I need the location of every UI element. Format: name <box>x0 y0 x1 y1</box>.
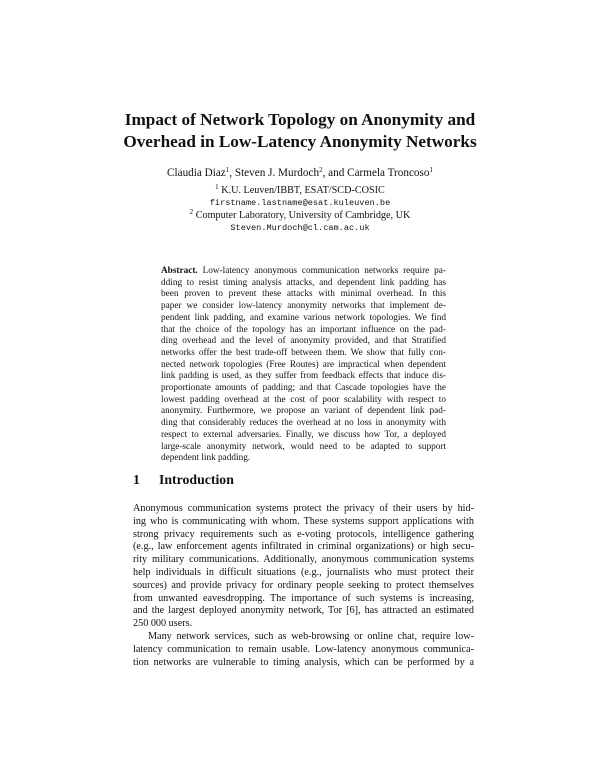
body-line: 250 000 users. <box>133 618 193 630</box>
abstract-line: dependent link padding. <box>161 453 251 464</box>
body-line: Anonymous communication systems protect the privacy of their users by hid- <box>133 503 474 514</box>
author-affiliation-mark: 1 <box>429 166 433 174</box>
abstract-line: dding to resist timing analysis attacks, and dependent link padding has <box>161 277 446 288</box>
author-affiliation-mark: 1 <box>225 166 230 174</box>
section-title: Introduction <box>159 472 234 487</box>
abstract <box>161 266 446 465</box>
author-separator: , and <box>322 167 348 179</box>
affiliation-email: firstname.lastname@esat.kuleuven.be <box>209 198 391 209</box>
abstract-line: paper we consider low-latency anonymity networks that implement de- <box>161 301 446 312</box>
abstract-line: lowest padding overhead at the cost of poor scalability with respect to <box>161 394 446 405</box>
affiliation-name: K.U. Leuven/IBBT, ESAT/SCD-COSIC <box>221 185 385 196</box>
abstract-line: anonymity. Furthermore, we propose an variant of dependent link pad- <box>161 406 446 417</box>
affiliation <box>80 185 520 197</box>
abstract-line: networks offer the best trade-off between them. We show that fully con- <box>161 347 446 358</box>
author-affiliation-mark: 2 <box>319 166 323 174</box>
body-line: help individuals in difficult situations (e.g., journalists who must protect their <box>133 566 474 578</box>
body-line: strong privacy requirements such as e-voting protocols, intelligence gathering <box>133 528 474 540</box>
author-name: Claudia Diaz <box>167 167 226 179</box>
author-separator: , <box>229 167 235 179</box>
paper-title <box>80 109 520 153</box>
affiliation <box>80 207 520 222</box>
abstract-line: been proven to prevent these attacks with minimal overhead. In this <box>161 289 446 300</box>
body-line: Many network services, such as web-browsing or online chat, require low- <box>148 630 474 642</box>
abstract-line: pendent link padding, and examine various network topologies. We find <box>161 312 446 323</box>
abstract-line: respect to external adversaries. Finally, we discuss how Tor, a deployed <box>161 429 446 440</box>
body-line: rity military communications. Additionally, anonymous communication systems <box>133 554 474 566</box>
body-line: sources) and provide privacy for ordinary people seeking to protect themselves <box>133 579 474 591</box>
body-line: tion networks are vulnerable to timing analysis, which can be performed by a <box>133 656 474 668</box>
body-line: latency communication to remain usable. Low-latency anonymous communica- <box>133 643 474 655</box>
abstract-text: Low-latency anonymous communication networks require pa- <box>202 266 446 276</box>
affiliations <box>80 185 520 235</box>
body-line: from unwanted eavesdropping. The importance of such systems is increasing, <box>133 592 474 604</box>
affiliation-mark: 1 <box>215 183 219 191</box>
body-line: (e.g., law enforcement agents infiltrated in criminal organizations) or high secu- <box>133 541 474 553</box>
abstract-line: nected network topologies (Free Routes) are impractical when dependent <box>161 359 446 370</box>
abstract-line: ding overhead and the level of anonymity provided, and that Stratified <box>161 336 446 347</box>
affiliation-name: Computer Laboratory, University of Cambridge, UK <box>195 209 411 221</box>
section-body <box>133 503 474 669</box>
author-name: Steven J. Murdoch <box>234 167 320 179</box>
body-line: and the largest deployed anonymity network, Tor [6], has attracted an estimated <box>133 605 474 617</box>
author-list <box>80 166 520 180</box>
abstract-line: large-scale anonymity network, would need to be adapted to support <box>161 441 446 452</box>
author-name: Carmela Troncoso <box>347 167 430 179</box>
abstract-line: that the choice of the topology has an important influence on the pad- <box>161 324 446 335</box>
title-line: Overhead in Low-Latency Anonymity Networks <box>123 132 477 151</box>
section-heading <box>133 472 234 488</box>
abstract-line <box>161 266 446 278</box>
abstract-line: ding that considerably reduces the overhead at no loss in anonymity with <box>161 418 446 429</box>
title-line: Impact of Network Topology on Anonymity and <box>124 110 476 129</box>
body-line: ing who is communicating with whom. These systems support applications with <box>133 515 474 527</box>
section-number: 1 <box>133 472 140 487</box>
abstract-line: link padding is used, as they suffer from feedback effects that induce dis- <box>161 371 446 382</box>
affiliation-email: Steven.Murdoch@cl.cam.ac.uk <box>230 223 370 234</box>
abstract-line: proportionate amounts of padding; and that Cascade topologies have the <box>161 383 446 394</box>
affiliation-mark: 2 <box>189 207 194 216</box>
abstract-label: Abstract. <box>161 266 198 276</box>
